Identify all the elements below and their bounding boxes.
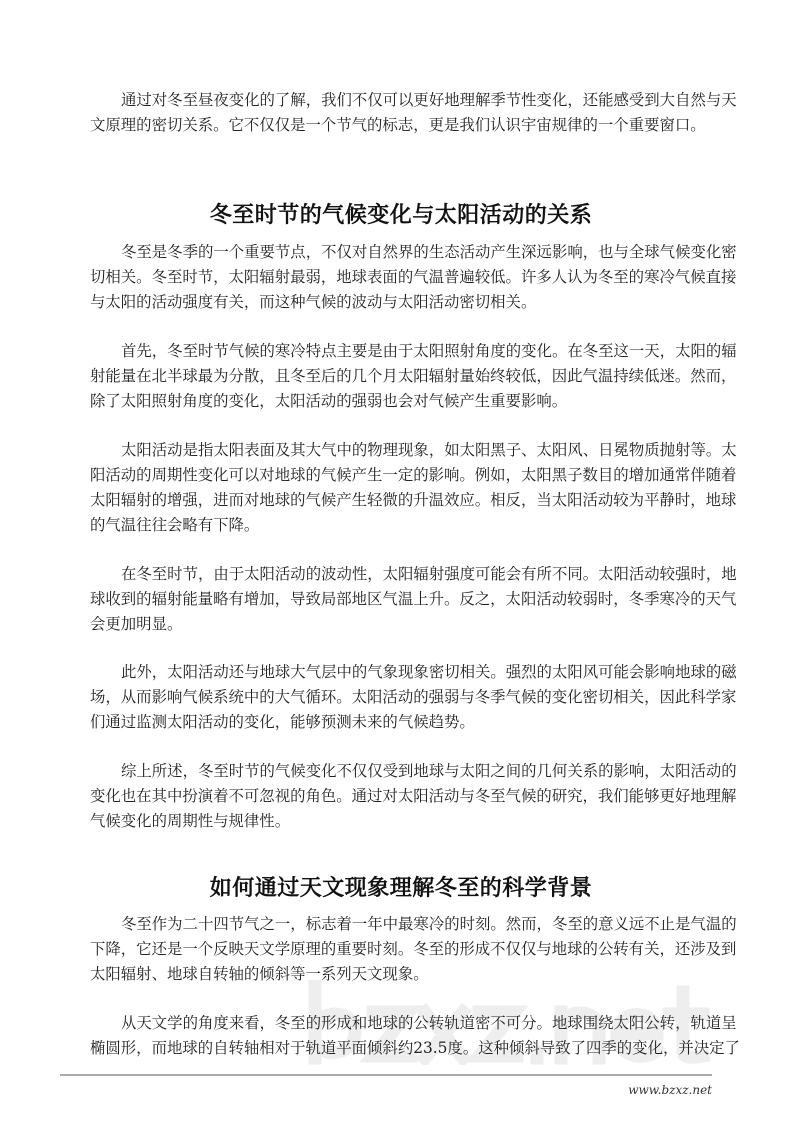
intro-paragraph (90, 88, 737, 138)
footer-url: www.bzxz.net (628, 1083, 712, 1097)
section-heading: 冬至时节的气候变化与太阳活动的关系 (209, 203, 593, 228)
text-line: 冬至作为二十四节气之一，标志着一年中最寒冷的时刻。然而，冬至的意义远不止是气温的 (121, 915, 737, 933)
body-paragraph (90, 562, 737, 637)
text-line: 综上所述，冬至时节的气候变化不仅仅受到地球与太阳之间的几何关系的影响，太阳活动的 (121, 762, 737, 780)
body-paragraph (90, 912, 737, 987)
body-paragraph (90, 1011, 740, 1061)
text-line: 射能量在北半球最为分散，且冬至后的几个月太阳辐射量始终较低，因此气温持续低迷。然而， (90, 367, 737, 385)
text-line: 在冬至时节，由于太阳活动的波动性，太阳辐射强度可能会有所不同。太阳活动较强时，地 (121, 565, 737, 583)
text-line: 阳活动的周期性变化可以对地球的气候产生一定的影响。例如，太阳黑子数目的增加通常伴随着 (90, 466, 737, 484)
body-paragraph (90, 660, 737, 735)
text-line: 切相关。冬至时节，太阳辐射最弱，地球表面的气温普遍较低。许多人认为冬至的寒冷气候直接 (90, 268, 737, 286)
text-line: 冬至是冬季的一个重要节点，不仅对自然界的生态活动产生深远影响，也与全球气候变化密 (121, 243, 737, 261)
text-line: 与太阳的活动强度有关，而这种气候的波动与太阳活动密切相关。 (90, 293, 537, 311)
section-heading: 如何通过天文现象理解冬至的科学背景 (209, 876, 593, 901)
text-line: 太阳辐射的增强，进而对地球的气候产生轻微的升温效应。相反，当太阳活动较为平静时，地球 (90, 491, 737, 509)
text-line: 下降，它还是一个反映天文学原理的重要时刻。冬至的形成不仅仅与地球的公转有关，还涉及到 (90, 940, 737, 958)
body-paragraph (90, 438, 737, 538)
text-line: 太阳活动是指太阳表面及其大气中的物理现象，如太阳黑子、太阳风、日冕物质抛射等。太 (121, 441, 737, 459)
text-line: 球收到的辐射能量略有增加，导致局部地区气温上升。反之，太阳活动较弱时，冬季寒冷的天气 (90, 590, 737, 608)
text-line: 气候变化的周期性与规律性。 (90, 812, 291, 830)
text-line: 除了太阳照射角度的变化，太阳活动的强弱也会对气候产生重要影响。 (90, 392, 568, 410)
text-line: 变化也在其中扮演着不可忽视的角色。通过对太阳活动与冬至气候的研究，我们能够更好地理解 (90, 787, 737, 805)
text-line: 文原理的密切关系。它不仅仅是一个节气的标志，更是我们认识宇宙规律的一个重要窗口。 (90, 116, 706, 134)
text-line: 太阳辐射、地球自转轴的倾斜等一系列天文现象。 (90, 965, 429, 983)
footer-divider (60, 1074, 712, 1076)
text-line: 们通过监测太阳活动的变化，能够预测未来的气候趋势。 (90, 713, 475, 731)
text-line: 会更加明显。 (90, 615, 183, 633)
text-line: 的气温往往会略有下降。 (90, 516, 260, 534)
text-line: 场，从而影响气候系统中的大气循环。太阳活动的强弱与冬季气候的变化密切相关，因此科学家 (90, 688, 737, 706)
text-line: 首先，冬至时节气候的寒冷特点主要是由于太阳照射角度的变化。在冬至这一天，太阳的辐 (121, 342, 737, 360)
text-line: 此外，太阳活动还与地球大气层中的气象现象密切相关。强烈的太阳风可能会影响地球的磁 (121, 663, 737, 681)
text-line: 通过对冬至昼夜变化的了解，我们不仅可以更好地理解季节性变化，还能感受到大自然与天 (121, 91, 737, 109)
text-line: 椭圆形，而地球的自转轴相对于轨道平面倾斜约23.5度。这种倾斜导致了四季的变化，并决定了 (90, 1039, 740, 1057)
body-paragraph (90, 759, 737, 834)
body-paragraph (90, 339, 737, 414)
text-line: 从天文学的角度来看，冬至的形成和地球的公转轨道密不可分。地球围绕太阳公转，轨道呈 (121, 1014, 737, 1032)
body-paragraph (90, 240, 737, 315)
